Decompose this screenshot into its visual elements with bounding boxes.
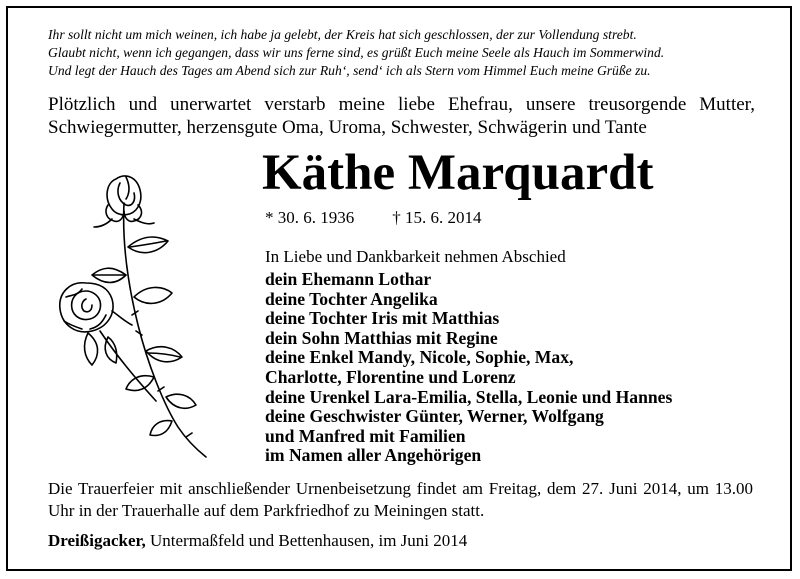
mourner-line: deine Urenkel Lara-Emilia, Stella, Leonie und Hannes	[265, 386, 673, 407]
mourner-line: Charlotte, Florentine und Lorenz	[265, 366, 516, 387]
mourners-list	[265, 270, 672, 466]
mourner-line: deine Enkel Mandy, Nicole, Sophie, Max,	[265, 347, 574, 368]
life-dates	[265, 207, 482, 229]
mourner-line: deine Tochter Iris mit Matthias	[265, 308, 500, 329]
funeral-info: Die Trauerfeier mit anschließender Urnenbeisetzung findet am Freitag, dem 27. Juni 2014, um 13.00 Uhr in der Trauerhalle auf dem Parkfriedhof zu Meiningen statt.	[48, 479, 753, 520]
mourning-heading: In Liebe und Dankbarkeit nehmen Abschied	[265, 247, 566, 266]
poem-line: Glaubt nicht, wenn ich gegangen, dass wir uns ferne sind, es grüßt Euch meine Seele als Hauch im Sommerwind.	[48, 45, 665, 60]
poem-line: Und legt der Hauch des Tages am Abend sich zur Ruh‘, send‘ ich als Stern vom Himmel Euch meine Grüße zu.	[48, 63, 651, 78]
mourner-line: deine Geschwister Günter, Werner, Wolfgang	[265, 406, 604, 427]
rose-icon	[46, 165, 226, 465]
poem-line: Ihr sollt nicht um mich weinen, ich habe ja gelebt, der Kreis hat sich geschlossen, der zur Vollendung strebt.	[48, 27, 637, 42]
birth-date: * 30. 6. 1936	[265, 208, 355, 227]
poem	[48, 26, 778, 80]
place-date	[48, 530, 467, 552]
mourner-line: dein Ehemann Lothar	[265, 269, 432, 289]
mourner-line: deine Tochter Angelika	[265, 288, 438, 309]
death-date: † 15. 6. 2014	[392, 208, 482, 227]
mourner-line: im Namen aller Angehörigen	[265, 445, 482, 466]
intro-text: Plötzlich und unerwartet verstarb meine liebe Ehefrau, unsere treusorgende Mutter, Schwiegermutter, herzensgute Oma, Uroma, Schwester, Schwägerin und Tante	[48, 94, 755, 138]
mourner-line: dein Sohn Matthias mit Regine	[265, 327, 498, 348]
mourner-line: und Manfred mit Familien	[265, 425, 466, 446]
deceased-name: Käthe Marquardt	[262, 145, 654, 201]
place-rest: Untermaßfeld und Bettenhausen, im Juni 2014	[145, 531, 468, 550]
place-bold: Dreißigacker,	[48, 531, 146, 550]
